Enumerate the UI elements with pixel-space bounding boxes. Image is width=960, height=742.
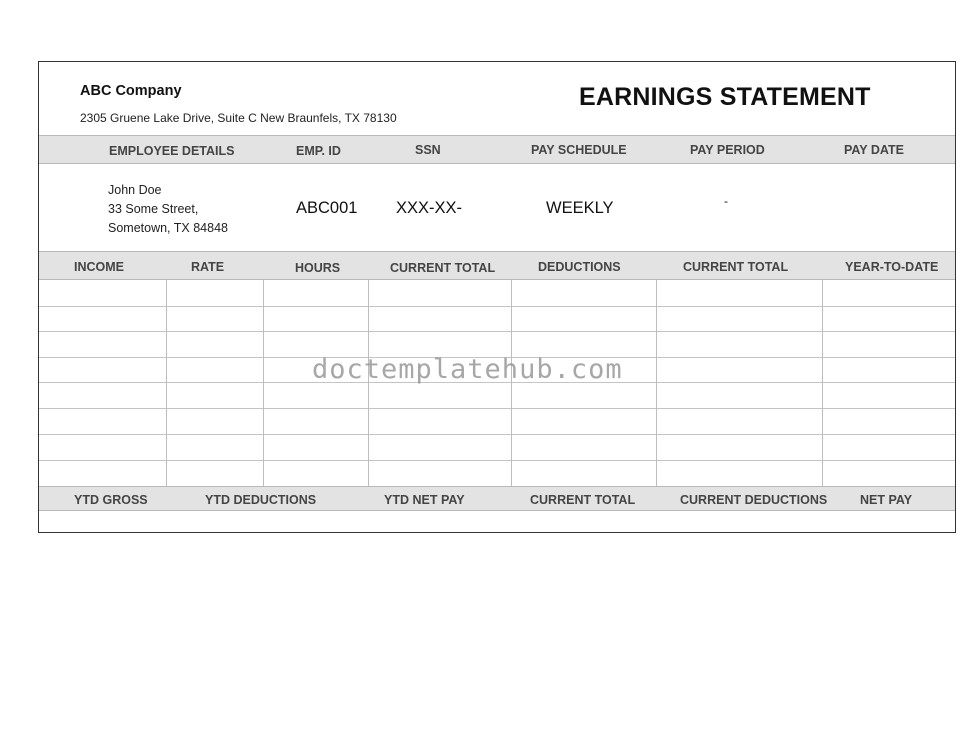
emp-id-value: ABC001	[296, 199, 358, 217]
header-rate: RATE	[191, 260, 225, 274]
grid-row-line	[39, 434, 955, 435]
header-current-deductions: CURRENT DEDUCTIONS	[680, 493, 828, 507]
watermark-text: doctemplatehub.com	[312, 354, 623, 385]
header-year-to-date: YEAR-TO-DATE	[845, 260, 939, 274]
header-ssn: SSN	[415, 143, 441, 157]
grid-col-line	[822, 280, 823, 486]
grid-col-line	[656, 280, 657, 486]
header-pay-schedule: PAY SCHEDULE	[531, 143, 627, 157]
employee-address-block	[108, 181, 228, 238]
employee-street: 33 Some Street,	[108, 202, 199, 216]
header-employee-details: EMPLOYEE DETAILS	[109, 144, 235, 158]
company-name: ABC Company	[80, 83, 182, 99]
company-address: 2305 Gruene Lake Drive, Suite C New Braunfels, TX 78130	[80, 111, 397, 125]
pay-period-value: -	[724, 194, 728, 208]
document-title: EARNINGS STATEMENT	[579, 83, 871, 111]
header-pay-period: PAY PERIOD	[690, 143, 765, 157]
header-ytd-net-pay: YTD NET PAY	[384, 493, 465, 507]
header-hours: HOURS	[295, 261, 341, 275]
grid-row-line	[39, 331, 955, 332]
header-income: INCOME	[74, 260, 124, 274]
header-emp-id: EMP. ID	[296, 144, 341, 158]
header-deductions-current-total: CURRENT TOTAL	[683, 260, 789, 274]
header-summary-current-total: CURRENT TOTAL	[530, 493, 636, 507]
header-deductions: DEDUCTIONS	[538, 260, 621, 274]
ssn-value: XXX-XX-	[396, 199, 463, 217]
employee-name: John Doe	[108, 183, 162, 197]
earnings-statement-sheet	[38, 61, 956, 533]
header-ytd-deductions: YTD DEDUCTIONS	[205, 493, 317, 507]
header-current-total: CURRENT TOTAL	[390, 261, 496, 275]
header-ytd-gross: YTD GROSS	[74, 493, 148, 507]
grid-col-line	[166, 280, 167, 486]
header-pay-date: PAY DATE	[844, 143, 904, 157]
grid-col-line	[263, 280, 264, 486]
grid-row-line	[39, 408, 955, 409]
employee-city: Sometown, TX 84848	[108, 221, 228, 235]
earnings-header-row	[39, 251, 955, 280]
header-net-pay: NET PAY	[860, 493, 913, 507]
employee-header-row	[39, 135, 955, 164]
pay-schedule-value: WEEKLY	[546, 199, 614, 217]
summary-header-row	[39, 486, 955, 511]
grid-row-line	[39, 460, 955, 461]
grid-row-line	[39, 306, 955, 307]
